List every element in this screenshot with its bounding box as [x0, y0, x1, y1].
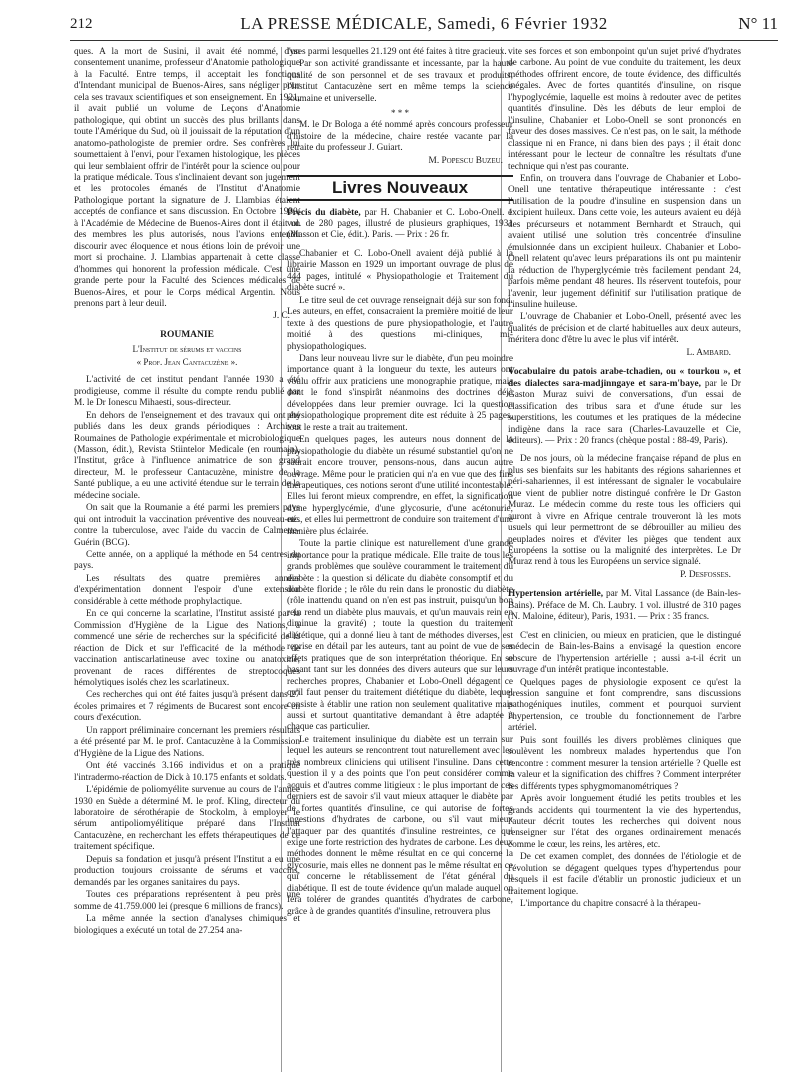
paragraph: Depuis sa fondation et jusqu'à présent l'Institut a eu une production toujours croissante de sérums et vaccins, demandés par les organes sanitaires du pays. — [74, 854, 300, 888]
paragraph: De nos jours, où la médecine française répand de plus en plus ses bienfaits sur les habitants des régions sahariennes et péri-sahariennes, il est intéressant de signaler le vocabulaire que vient de publier notre distingué confrère le Dr Gaston Muraz. Le médecin comme du reste tous les officiers qui auront à vivre en Afrique centrale trouveront là les mots usuels qui leur permettront de se débrouiller au milieu des peuplades noires et d'éviter les pièges que tendent aux Européens la sottise ou la malignité des interprètes. Le Dr Muraz rend à tous les Européens un service signalé. — [508, 454, 741, 568]
paragraph: Chabanier et C. Lobo-Onell avaient déjà publié à la librairie Masson en 1929 un important ouvrage de plus de 444 pages, intitulé « Physiopathologie et Traitement du diabète sucré ». — [287, 248, 513, 294]
institute-heading: L'Institut de sérums et vaccins — [132, 344, 242, 355]
column-2 — [287, 47, 513, 919]
paragraph: Par son activité grandissante et incessante, par la haute qualité de son personnel et de ses travaux et produits, l'Institut Cantacuzène sert en même temps la science roumaine et universelle. — [287, 59, 513, 104]
book-details: par le Dr Gaston Muraz suivi de conversations, d'un essai de classification des tribus sara et d'une étude sur les superstitions, les coutumes et les pratiques de la médecine indigène dans la race sara (Charles-Lavauzelle et Cie, éditeurs). — Prix : 20 francs (chèque postal : 88-49, Paris). — [508, 378, 741, 446]
signature: L. Ambard. — [686, 347, 731, 358]
paragraph: Puis sont fouillés les divers problèmes cliniques que soulèvent les nombreux malades hypertendus que l'on rencontre : comment mesurer la tension artérielle ? Quelle est la valeur et la signification des chiffres ? Comment interpréter les différents types sphygmomanométriques ? — [508, 735, 741, 792]
book-details: par M. Vital Lassance (de Bain-les-Bains). Préface de M. Ch. Laubry. 1 vol. illustré de 310 pages (N. Maloine, éditeur), Paris, 1931. — Prix : 35 francs. — [508, 589, 741, 623]
header-rule — [70, 40, 778, 41]
book-reference — [508, 589, 741, 623]
page-number: 212 — [70, 16, 93, 32]
paragraph: Après avoir longuement étudié les petits troubles et les grands accidents qui tourmentent la vie des hypertendus, l'auteur décrit toutes les recherches qui doivent nous renseigner sur l'état des organes ordinairement menacés comme le cœur, les reins, les artères, etc. — [508, 794, 741, 850]
issue-number: N° 11 — [738, 14, 778, 33]
paragraph: Toute la partie clinique est naturellement d'une grande importance pour la pratique médicale. Elle traite de tous les grands problèmes que soulève couramment le traitement du diabète : la question si délicate du diabète consomptif et du diabète floride ; le rôle du rein dans le pronostic du diabète (rôle inattendu quand on n'en est pas instruit, puisqu'un bon rein rend un diabète plus mauvais, et qu'un mauvais rein en diminue la gravité) ; toute la question du traitement diététique, qui a donné lieu à tant de méthodes diverses, est reprise en détail par les auteurs, tant au point de vue de ses effets pratiques que de son interprétation théorique. En se basant tant sur les données des divers auteurs que sur leurs recherches propres, Chabanier et Lobo-Onell dégagent ce qu'il faut penser du traitement diététique du diabète, lequel consiste à établir une ration non seulement qualitative mais aussi et surtout quantitative demandant à être adaptée à chaque cas particulier. — [287, 539, 513, 733]
paragraph: On sait que la Roumanie a été parmi les premiers pays qui ont introduit la vaccination préventive des nouveau-nés contre la tuberculose, avec l'aide du vaccin de Calmette-Guérin (BCG). — [74, 503, 300, 548]
paragraph: Ces recherches qui ont été faites jusqu'à présent dans 27 écoles primaires et 7 régiments de Bucarest sont encore en cours d'exécution. — [74, 690, 300, 724]
institute-subheading: « Prof. Jean Cantacuzène ». — [136, 356, 238, 367]
paragraph: En dehors de l'enseignement et des travaux qui ont été publiés dans les deux grands périodiques : Archives Roumaines de Pathologie expérimentale et microbiologique (Masson, édit.), Revista Stiintelor Medicale (en roumain), l'Institut, grâce à l'influence animatrice de son grand directeur, M. le professeur Cantacuzène, ministre de la Santé publique, a eu une activité étendue sur le terrain de la médecine sociale. — [74, 410, 300, 501]
paragraph: L'activité de cet institut pendant l'année 1930 a été prodigieuse, comme il résulte du compte rendu publié par M. le Dr Ionescu Mihaesti, sous-directeur. — [74, 375, 300, 409]
paragraph: lyses parmi lesquelles 21.129 ont été faites à titre gracieux. — [287, 47, 507, 57]
separator-stars: * * * — [391, 108, 409, 119]
paragraph: De cet examen complet, des données de l'étiologie et de l'évolution se dégagent quelques types d'hypertendus pour lesquels il est facile d'établir un pronostic judicieux et un traitement logique. — [508, 852, 741, 897]
paragraph: Toutes ces préparations représentent à peu près une somme de 41.759.000 lei (presque 6 millions de francs). — [74, 890, 300, 912]
paragraph: Un rapport préliminaire concernant les premiers résultats a été présenté par M. le prof. Cantacuzène à la Commission d'Hygiène de la Ligue des Nations. — [74, 725, 300, 759]
signature: M. Popescu Buzeu. — [428, 155, 503, 166]
journal-title: LA PRESSE MÉDICALE, Samedi, 6 Février 1932 — [240, 14, 608, 33]
paragraph: L'épidémie de poliomyélite survenue au cours de l'année 1930 en Suède a déterminé M. le prof. Kling, directeur du laboratoire de sérothérapie de Stockolm, à employer le sérum antipoliomyélitique préparé dans l'Institut Cantacuzène, en recherchant les effets thérapeutiques de ce traitement spécifique. — [74, 785, 300, 853]
paragraph: Ont été vaccinés 3.166 individus et on a pratiqué l'intradermo-réaction de Dick à 10.175 enfants et soldats. — [74, 761, 300, 783]
paragraph: La même année la section d'analyses chimiques et biologiques a exécuté un total de 27.254 ana- — [74, 914, 300, 936]
paragraph: Dans leur nouveau livre sur le diabète, d'un peu moindre importance quant à la longueur du texte, les auteurs ont voulu offrir aux praticiens une monographie pratique, mais dont le fond s'inspirât néanmoins des doctrines déjà développées dans leur premier ouvrage. Ici la question physiopathologique proprement dite est réduite à 25 pages, tout le reste a trait au traitement. — [287, 353, 513, 433]
paragraph: vite ses forces et son embonpoint qu'un sujet privé d'hydrates de carbone. Au point de vue conduite du traitement, les deux méthodes offrirent encore, de toute évidence, des difficultés inégales. Avec de fortes quantités d'insuline, on risque l'hypoglycémie, laquelle est moins à redouter avec de petites quantités d'insuline. Dès les débuts de leur emploi de l'insuline, Chabanier et Lobo-Onell se sont prononcés en faveur des doses massives. Ce n'est pas, on le sait, la méthode classique ni en France, ni dans bien des pays ; il était donc intéressant pour le lecteur de connaître les résultats d'une technique qui n'est pas courante. — [508, 47, 741, 172]
paragraph: Le traitement insulinique du diabète est un terrain sur lequel les auteurs se rencontrent tout naturellement avec les très nombreux cliniciens qui utilisent l'insuline. Dans cette question il y a des points que l'on peut considérer comme acquis et d'autres comme litigieux : le plus important de ces derniers est de savoir s'il vaut mieux attaquer le diabète par de fortes quantités d'insuline, ce qui autorise de fortes ingestions d'hydrates de carbone, ou s'il vaut mieux l'attaquer par des quantités d'insuline restreintes, ce qui exige une forte restriction des hydrates de carbone. Les deux méthodes donnent le même résultat en ce qui concerne la glycosurie, mais elles ne donnent pas le même résultat en ce qui concerne le rétablissement de l'état général du diabétique. Il est de toute évidence qu'un malade auquel on fera tolérer de grandes quantités d'hydrates de carbone, grâce à de grandes quantités d'insuline, retrouvera plus — [287, 734, 513, 917]
book-reference — [508, 367, 741, 447]
book-title: Hypertension artérielle, — [508, 589, 604, 600]
paragraph: Enfin, on trouvera dans l'ouvrage de Chabanier et Lobo-Onell une tentative thérapeutique intéressante : c'est l'utilisation de la poudre d'insuline en suspension dans un excipient huileux. Dans cette voie, les auteurs avaient eu déjà des précurseurs et notamment Bernhardt et Strauch, qui avaient utilisé une solution très concentrée d'insuline émulsionnée dans un excipient huileux. Chabanier et Lobo-Onell relatent qu'avec leurs préparations ils ont pu maintenir la réduction de l'hyperglycémie très facilement pendant 24, parfois même pendant 48 heures. Ils réservent toutefois, pour l'avenir, leur jugement définitif sur l'utilisation pratique de l'insuline huileuse. — [508, 173, 741, 310]
column-3 — [508, 47, 741, 912]
paragraph: L'importance du chapitre consacré à la thérapeu- — [520, 899, 701, 910]
book-title: Vocabulaire du patois arabe-tchadien, ou « tourkou », et des dialectes sara-madjinngaye et sara-m'baye, — [508, 367, 741, 389]
paragraph: Les résultats des quatre premières années d'expérimentation donnent l'espoir d'une extension considérable à cette méthode prophylactique. — [74, 573, 300, 607]
paragraph: Cette année, on a appliqué la méthode en 54 centres du pays. — [74, 550, 300, 572]
paragraph: C'est en clinicien, ou mieux en praticien, que le distingué médecin de Bain-les-Bains a envisagé la question encore obscure de l'hypertension artérielle ; aussi a-t-il écrit un ouvrage d'un intérêt pratique incontestable. — [508, 630, 741, 676]
paragraph: En ce qui concerne la scarlatine, l'Institut assisté par la Commission d'Hygiène de la Ligue des Nations, a commencé une série de recherches sur la spécificité de la réaction de Dick et sur l'efficacité de la méthode de vaccination antiscarlatineuse avec toxine ou anatoxine, provenant de races différentes de streptocoques hémolytiques isolés chez les scarlatineux. — [74, 609, 300, 689]
book-details: par H. Chabanier et C. Lobo-Onell. 1 vol. de 280 pages, illustré de plusieurs graphiques, 1931 (Masson et Cie, édit.). Paris. — Prix : 26 fr. — [287, 207, 513, 241]
book-title: Précis du diabète, — [287, 207, 361, 218]
paragraph: ques. A la mort de Susini, il avait été nommé, d'un consentement unanime, professeur d'Anatomie pathologique à la Faculté. Entre temps, il acceptait les fonctions d'Intendant municipal de Buenos-Aires, sans négliger pour cela ses travaux scientifiques et son enseignement. En 1921, il avait publié un volume de Leçons d'Anatomie pathologique, qui obtint un succès des plus brillants dans toute l'Amérique du Sud, où il jouissait de la réputation d'un anatomo-pathologiste de premier ordre. Ses confrères lui soumettaient à l'envi, pour l'examen histologique, les pièces qui leur semblaient offrir de l'intérêt pour la science ou pour la pratique médicale. Tous s'inclinaient devant son jugement et les protocoles émanés de l'Institut d'Anatomie Pathologique portant la signature de J. Llambias étaient acceptés de confiance et sans discussion. En Octobre 1930, à l'Académie de Médecine de Buenos-Aires dont il était un des membres les plus autorisés, nous l'avions entendu discourir avec éloquence et nous étions loin de prévoir une mort si prochaine. J. Llambias appartenait à cette classe d'hommes qui honorent la profession médicale. C'est une grande perte pour la Faculté des Sciences médicales de Buenos-Aires, et pour le Corps médical Argentin. Nous prenons part à leur deuil. — [74, 47, 300, 309]
signature: J. C. — [273, 311, 290, 322]
paragraph: Quelques pages de physiologie exposent ce qu'est la pression sanguine et font comprendre, sans discussions pathogéniques inutiles, comment et pourquoi survient l'hypertension, ce trouble du fonctionnement de l'arbre artériel. — [508, 677, 741, 734]
column-1 — [74, 47, 300, 938]
section-title: ROUMANIE — [160, 329, 214, 340]
paragraph: En quelques pages, les auteurs nous donnent de la physiopathologie du diabète un résumé substantiel qu'on ne saurait encore trouver, pensons-nous, dans aucun autre ouvrage. Même pour le praticien qui n'a en vue que des fins thérapeutiques, ces notions seront d'une utilité incontestable. Elles lui feront mieux comprendre, en effet, la signification d'une hyperglycémie, d'une glycosurie, d'une acétonurie, etc., et elles lui permettront de conduire son traitement d'une manière plus éclairée. — [287, 435, 513, 537]
book-reference — [287, 208, 513, 242]
page-header — [70, 6, 778, 42]
section-title-livres-nouveaux: Livres Nouveaux — [287, 175, 513, 200]
paragraph: M. le Dr Bologa a été nommé après concours professeur d'histoire de la médecine, chaire restée vacante par la retraite du professeur J. Guiart. — [287, 120, 513, 154]
paragraph: L'ouvrage de Chabanier et Lobo-Onell, présenté avec les qualités de précision et de clarté habituelles aux deux auteurs, méritera donc d'être lu avec le plus vif intérêt. — [508, 312, 741, 346]
paragraph: Le titre seul de cet ouvrage renseignait déjà sur son fond. Les auteurs, en effet, consacraient la première moitié de leur texte à des questions de pure physiopathologie, et l'autre moitié à des questions mi-cliniques, mi-physiopathologiques. — [287, 295, 513, 352]
signature: P. Desfosses. — [680, 569, 731, 580]
